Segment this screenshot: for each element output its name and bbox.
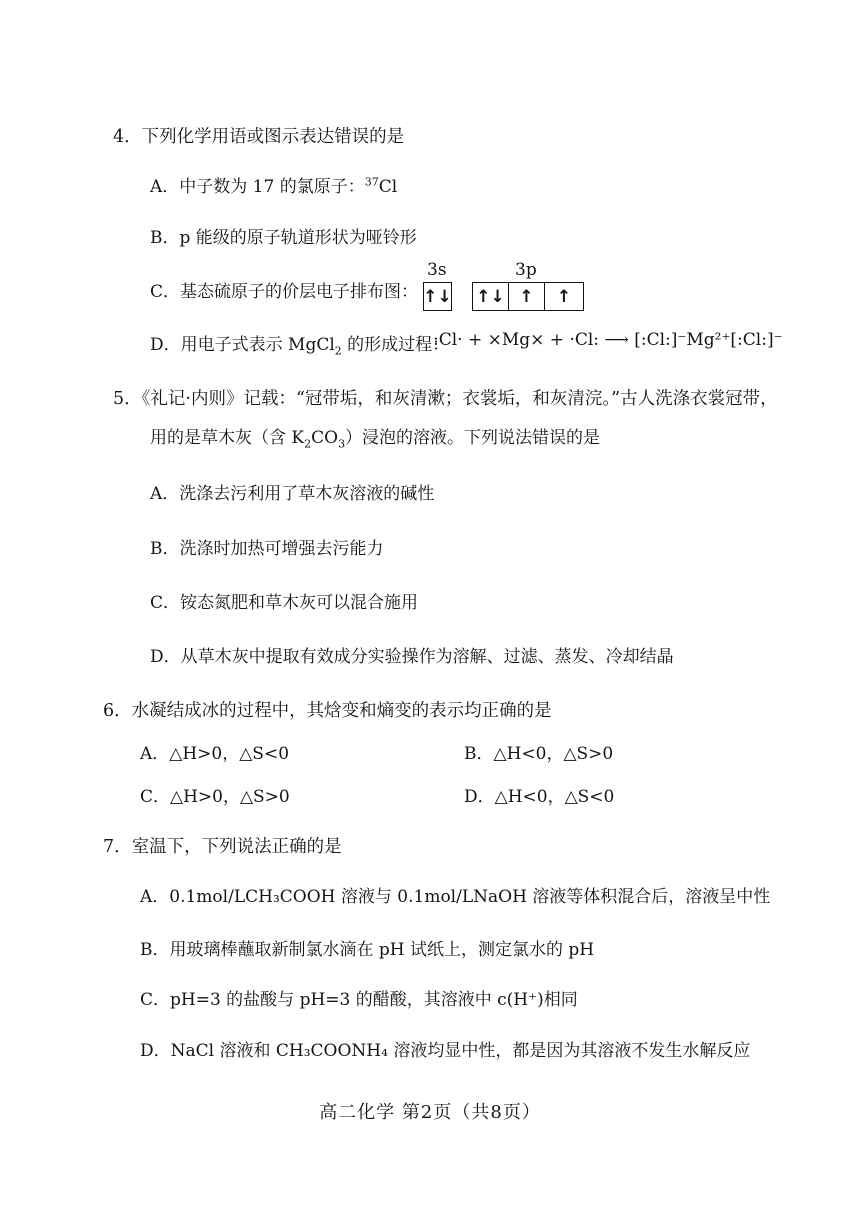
label-3s: 3s bbox=[427, 260, 447, 280]
page-footer: 高二化学 第2页（共8页） bbox=[319, 1102, 541, 1123]
mass-number: 37 bbox=[364, 175, 379, 189]
question-6-option-d: D．△H<0，△S<0 bbox=[464, 787, 615, 807]
question-6-option-a: A．△H>0，△S<0 bbox=[140, 744, 290, 764]
subscript: 2 bbox=[304, 437, 312, 451]
orbital-box: ↑↓ bbox=[423, 282, 452, 311]
question-4-stem: 4．下列化学用语或图示表达错误的是 bbox=[113, 127, 405, 147]
stem-part: CO bbox=[311, 428, 339, 448]
question-5-stem-line1: 5．《礼记·内则》记载：“冠带垢，和灰清漱；衣裳垢，和灰清浣。”古人洗涤衣裳冠带， bbox=[113, 389, 778, 409]
question-4-option-d bbox=[150, 334, 449, 356]
option-d-tail: 的形成过程： bbox=[341, 335, 450, 355]
question-5-option-a: A．洗涤去污利用了草木灰溶液的碱性 bbox=[150, 484, 435, 504]
question-7-option-b: B．用玻璃棒蘸取新制氯水滴在 pH 试纸上，测定氯水的 pH bbox=[140, 940, 595, 960]
orbital-box: ↑↓ bbox=[472, 282, 509, 311]
option-a-text: A．中子数为 17 的氯原子： bbox=[150, 177, 365, 197]
element-symbol: Cl bbox=[378, 177, 398, 197]
orbital-box: ↑ bbox=[545, 282, 584, 311]
electron-formula: :Cl· + ×Mg× + ·Cl: ⟶ [:Cl:]⁻Mg²⁺[:Cl:]⁻ bbox=[433, 330, 783, 350]
stem-part: 用的是草木灰（含 K bbox=[150, 428, 305, 448]
orbital-box: ↑ bbox=[509, 282, 545, 311]
question-4-option-c: C．基态硫原子的价层电子排布图： bbox=[150, 282, 419, 302]
question-6-stem: 6．水凝结成冰的过程中，其焓变和熵变的表示均正确的是 bbox=[103, 701, 552, 721]
subscript: 3 bbox=[338, 437, 346, 451]
question-7-option-c: C．pH=3 的盐酸与 pH=3 的醋酸，其溶液中 c(H⁺)相同 bbox=[140, 990, 578, 1010]
orbital-3s-box bbox=[423, 282, 452, 311]
label-3p: 3p bbox=[515, 260, 537, 280]
question-5-option-d: D．从草木灰中提取有效成分实验操作为溶解、过滤、蒸发、冷却结晶 bbox=[150, 647, 674, 667]
question-7-stem: 7．室温下，下列说法正确的是 bbox=[103, 837, 342, 857]
option-d-text: D．用电子式表示 MgCl bbox=[150, 335, 335, 355]
question-5-option-b: B．洗涤时加热可增强去污能力 bbox=[150, 539, 384, 559]
question-4-option-b: B．p 能级的原子轨道形状为哑铃形 bbox=[150, 228, 417, 248]
orbital-3p-boxes bbox=[472, 282, 584, 311]
subscript: 2 bbox=[334, 344, 342, 358]
question-5-option-c: C．铵态氮肥和草木灰可以混合施用 bbox=[150, 593, 419, 613]
question-4-option-a bbox=[150, 176, 397, 198]
question-5-stem-line2 bbox=[150, 427, 600, 449]
question-7-option-d: D．NaCl 溶液和 CH₃COONH₄ 溶液均显中性，都是因为其溶液不发生水解反应 bbox=[140, 1041, 751, 1061]
stem-part: ）浸泡的溶液。下列说法错误的是 bbox=[345, 428, 601, 448]
question-6-option-c: C．△H>0，△S>0 bbox=[140, 787, 290, 807]
question-6-option-b: B．△H<0，△S>0 bbox=[464, 744, 614, 764]
question-7-option-a: A．0.1mol/LCH₃COOH 溶液与 0.1mol/LNaOH 溶液等体积混合后，溶液呈中性 bbox=[140, 887, 771, 907]
